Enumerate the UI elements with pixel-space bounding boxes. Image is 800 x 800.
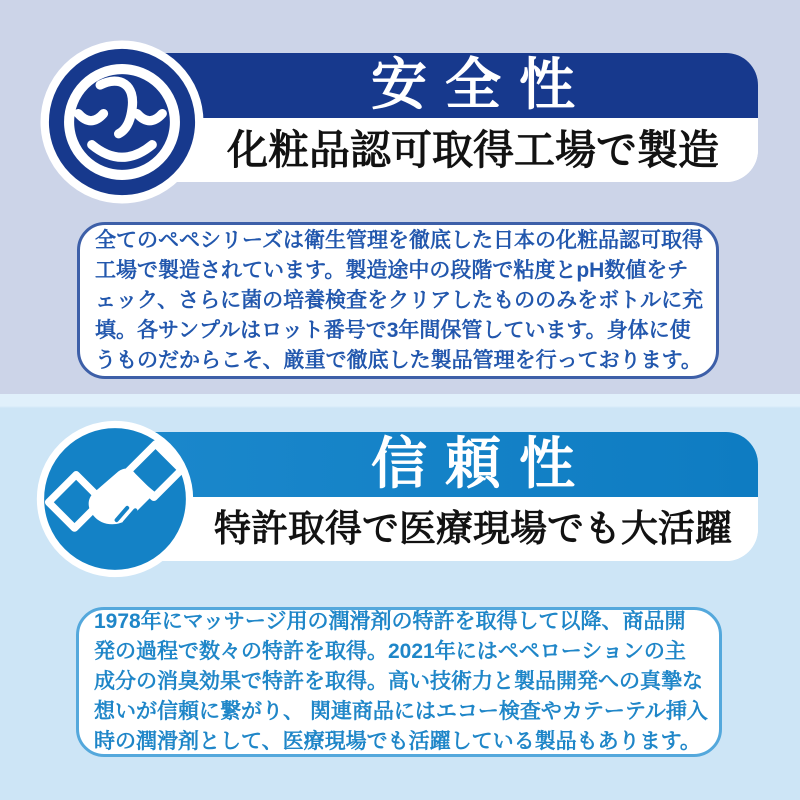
reliability-description-line: 時の潤滑剤として、医療現場でも活躍している製品もあります。 bbox=[94, 730, 701, 753]
handshake-icon bbox=[34, 418, 196, 580]
safety-subtitle-bar bbox=[110, 118, 758, 182]
safety-banner bbox=[110, 53, 758, 182]
reliability-subtitle: 特許取得で医療現場でも大活躍 bbox=[214, 508, 732, 550]
safety-subtitle: 化粧品認可取得工場で製造 bbox=[227, 126, 719, 173]
reliability-description-line: 発の過程で数々の特許を取得。2021年にはペペローションの主 bbox=[94, 640, 686, 663]
section-reliability bbox=[0, 394, 800, 800]
reliability-description-line: 1978年にマッサージ用の潤滑剤の特許を取得して以降、商品開 bbox=[94, 610, 686, 633]
reliability-description-line: 想いが信頼に繋がり、 関連商品にはエコー検査やカテーテル挿入 bbox=[94, 700, 708, 723]
safety-description-line: 工場で製造されています。製造途中の段階で粘度とpH数値をチ bbox=[95, 258, 689, 282]
reliability-title: 信頼性 bbox=[371, 433, 593, 496]
safety-description-line: うものだからこそ、厳重で徹底した製品管理を行っております。 bbox=[95, 348, 702, 372]
reliability-banner bbox=[110, 432, 758, 561]
safety-title-bar bbox=[110, 53, 758, 118]
safety-description-line: ェック、さらに菌の培養検査をクリアしたもののみをボトルに充 bbox=[95, 288, 704, 312]
smiling-face-icon bbox=[38, 38, 206, 206]
reliability-description-line: 成分の消臭効果で特許を取得。高い技術力と製品開発への真摯な bbox=[94, 670, 703, 693]
safety-description-box bbox=[77, 222, 719, 379]
section-safety bbox=[0, 0, 800, 394]
reliability-description-box bbox=[76, 607, 722, 757]
reliability-title-bar bbox=[110, 432, 758, 497]
safety-description-line: 填。各サンプルはロット番号で3年間保管しています。身体に使 bbox=[95, 318, 691, 342]
reliability-subtitle-bar bbox=[110, 497, 758, 561]
safety-title: 安全性 bbox=[371, 54, 593, 117]
safety-description-line: 全てのペペシリーズは衛生管理を徹底した日本の化粧品認可取得 bbox=[95, 228, 703, 252]
